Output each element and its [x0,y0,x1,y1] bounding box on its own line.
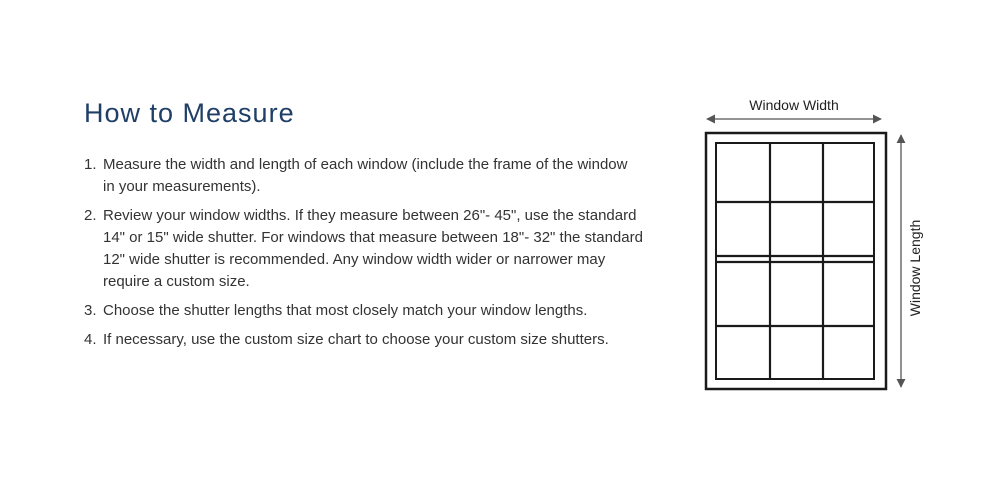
step-item [84,300,684,322]
step-item [84,154,684,198]
step-item [84,205,684,293]
step-item [84,329,684,351]
page-title: How to Measure [84,98,295,128]
window-measure-diagram [690,90,950,400]
step-number: 4. [84,331,97,348]
step-text: Measure the width and length of each window (include the frame of the window in your measurements). [103,156,628,195]
window-length-label: Window Length [907,219,923,317]
step-number: 3. [84,302,97,319]
step-number: 1. [84,156,97,173]
step-text: If necessary, use the custom size chart to choose your custom size shutters. [103,331,609,348]
window-width-label: Window Width [749,97,839,113]
step-text: Choose the shutter lengths that most closely match your window lengths. [103,302,588,319]
measure-steps-list [84,154,684,358]
step-text: Review your window widths. If they measure between 26"- 45", use the standard 14" or 15" wide shutter. For windows that measure between 18"- 32" the standard 12" wide shutter is recommended. Any window width wider or narrower may require a custom size. [103,207,643,290]
step-number: 2. [84,207,97,224]
